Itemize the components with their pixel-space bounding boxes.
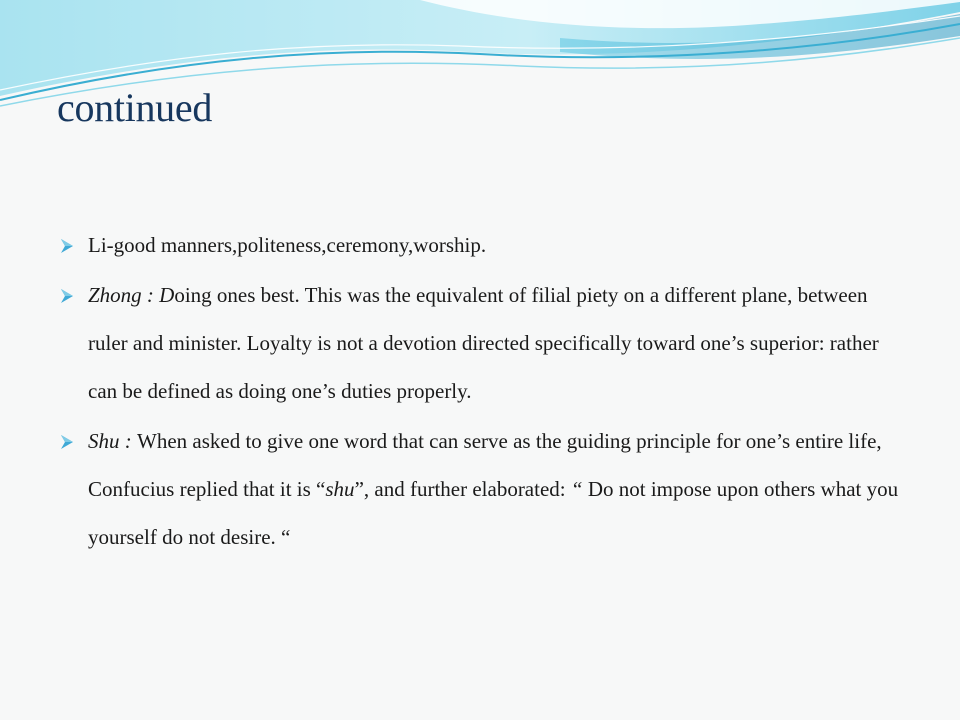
bullet-item-zhong <box>58 271 908 415</box>
text-segment: When asked to give one word that can serve as the guiding principle for one’s entire life, Confucius replied that it is “ <box>88 429 882 501</box>
text-segment: oing ones best. This was the equivalent of filial piety on a different plane, between ruler and minister. Loyalty is not a devotion directed specifically toward one’s superior: rather can be defined as doing one’s duties properly. <box>88 283 879 403</box>
term-zhong: Zhong : D <box>88 283 175 307</box>
text-segment: ”, and further elaborated: <box>354 477 571 501</box>
quoted-term-shu: shu <box>325 477 355 501</box>
open-quote: “ <box>570 477 583 501</box>
bullet-text-li <box>88 233 486 257</box>
bullet-list <box>58 221 908 561</box>
text-segment: Li-good manners,politeness,ceremony,worship. <box>88 233 487 257</box>
slide-title: continued <box>57 85 213 130</box>
arrow-bullet-icon <box>59 288 75 304</box>
quote-text: Do not impose upon others what you yourself do not desire. “ <box>88 477 899 549</box>
bullet-text-shu <box>88 429 898 549</box>
arrow-bullet-icon <box>59 238 75 254</box>
bullet-text-zhong <box>88 283 879 403</box>
bullet-item-shu <box>58 417 908 561</box>
arrow-bullet-icon <box>59 434 75 450</box>
bullet-item-li <box>58 221 908 269</box>
term-shu: Shu : <box>88 429 137 453</box>
